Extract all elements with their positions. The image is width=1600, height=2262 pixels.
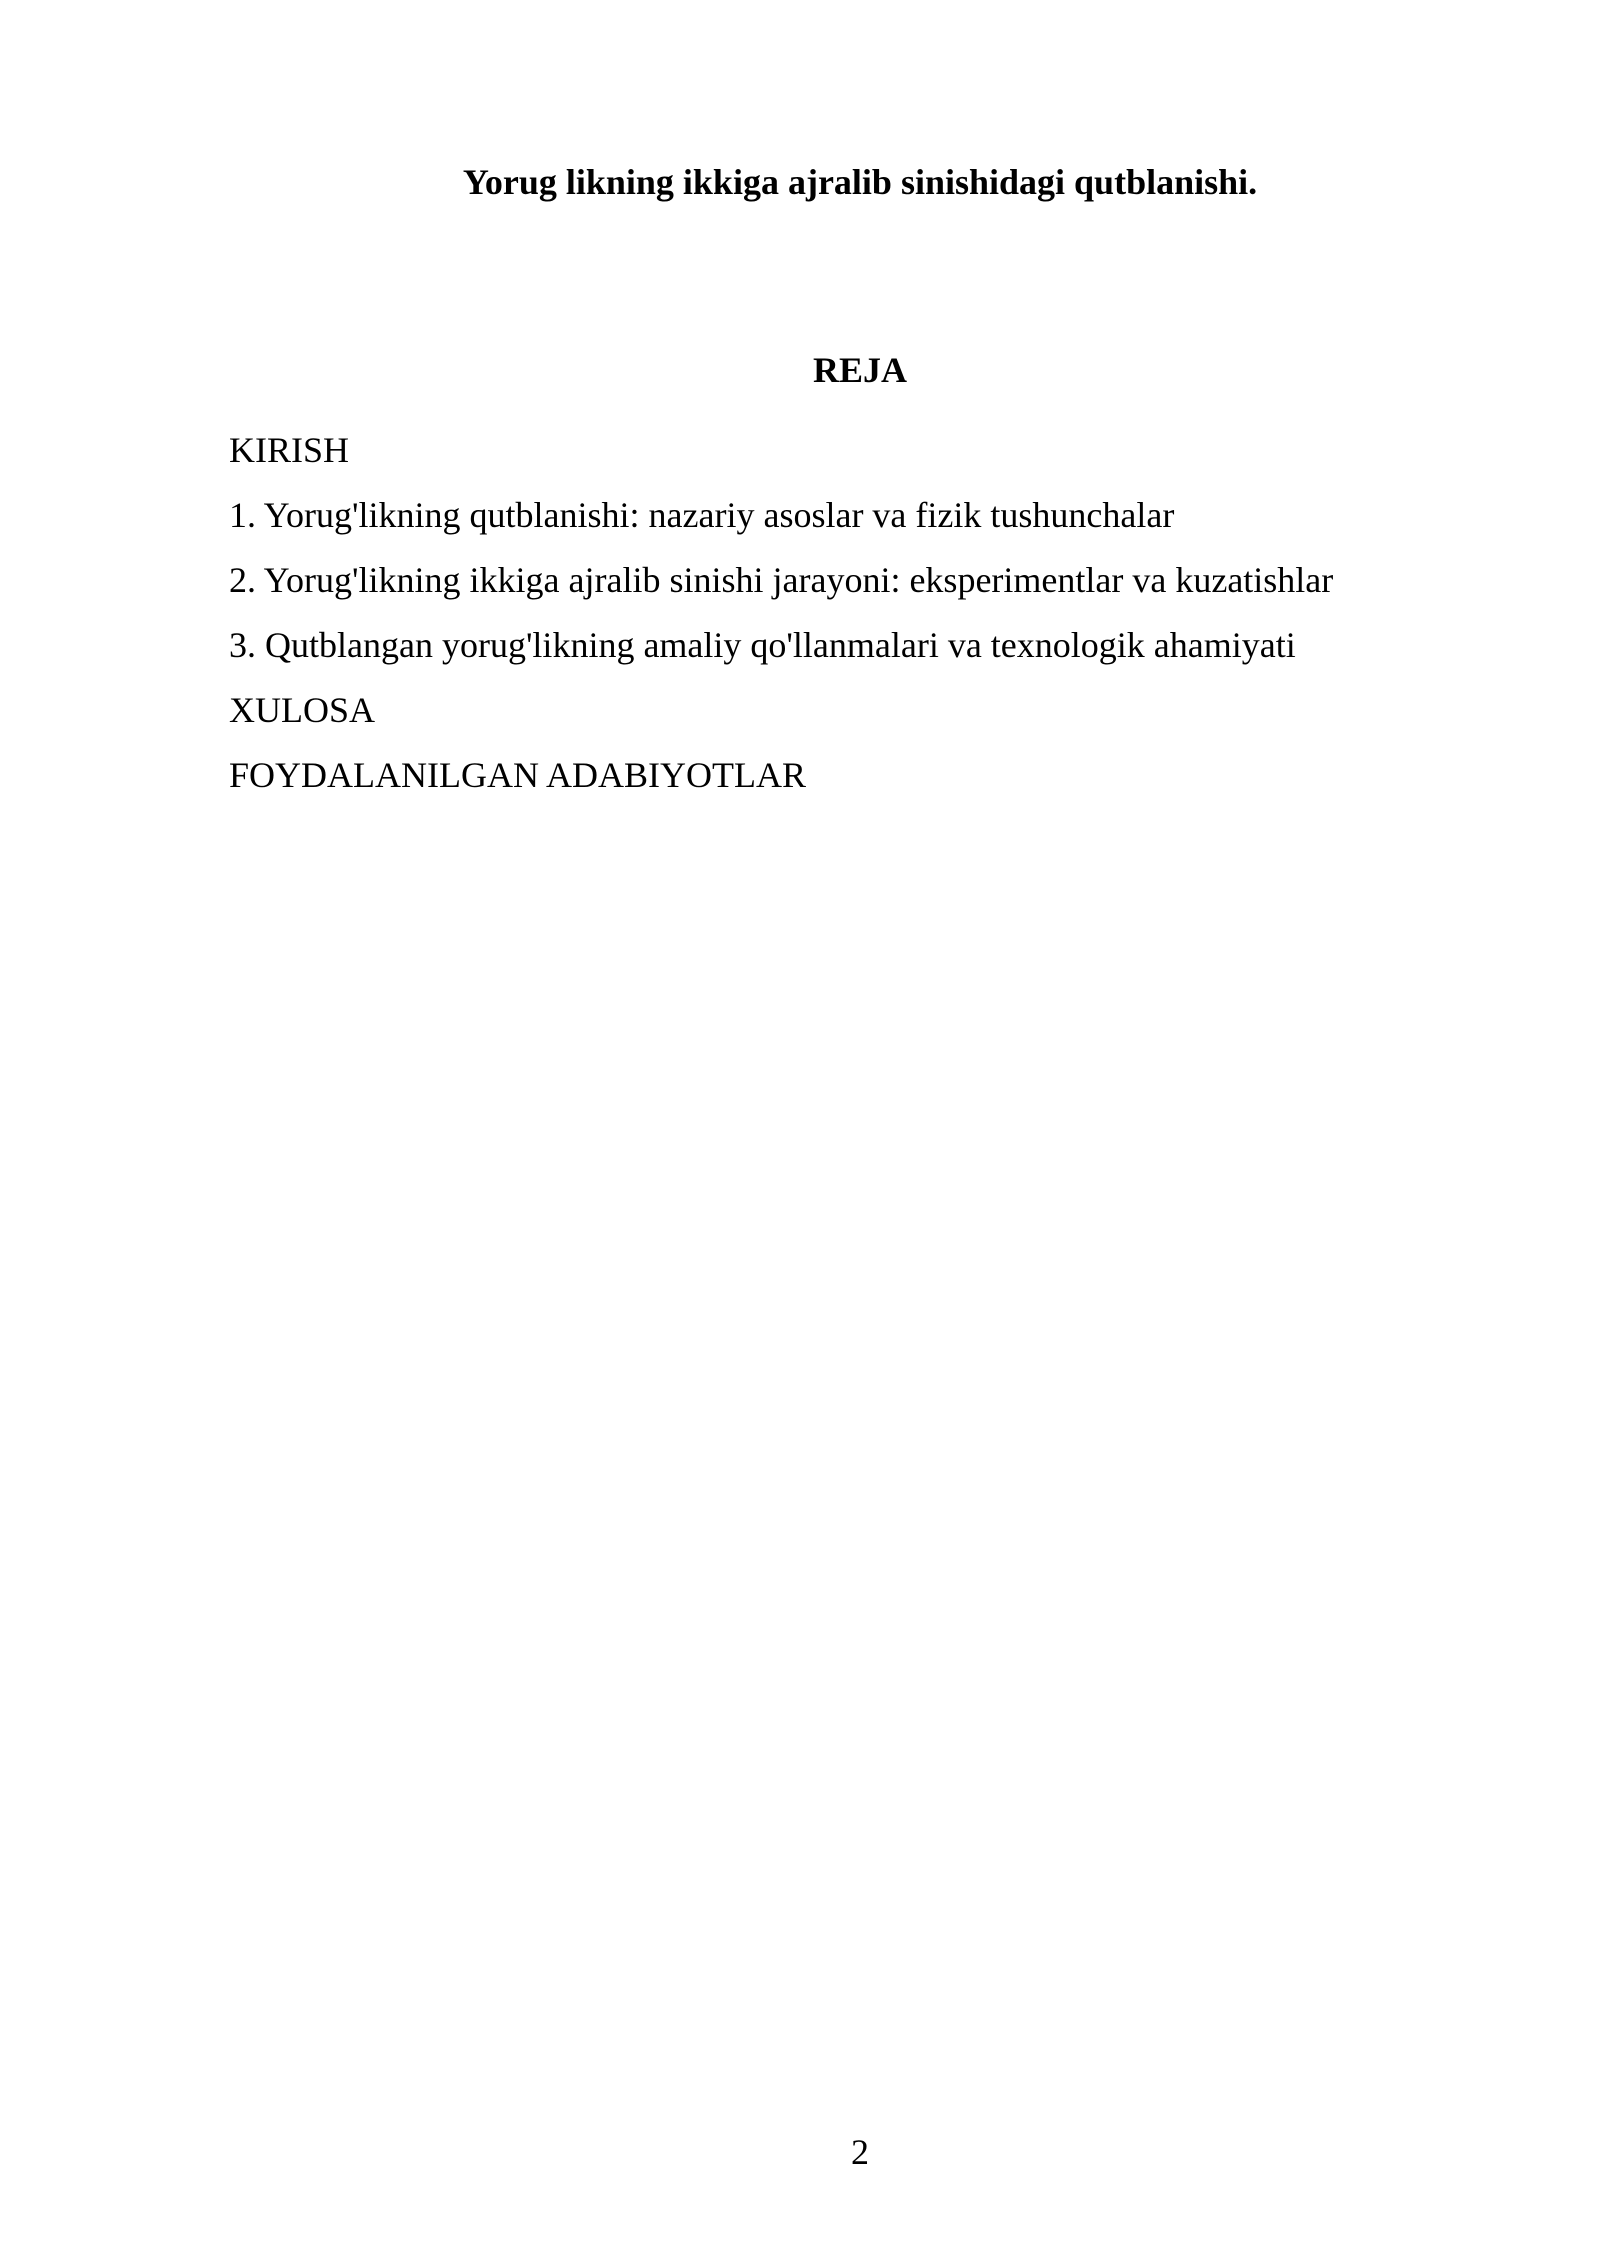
plan-item-references: FOYDALANILGAN ADABIYOTLAR (229, 755, 806, 795)
plan-item-1: 1. Yorug'likning qutblanishi: nazariy asoslar va fizik tushunchalar (229, 495, 1175, 535)
plan-item-2: 2. Yorug'likning ikkiga ajralib sinishi jarayoni: eksperimentlar va kuzatishlar (229, 560, 1334, 600)
page-number: 2 (851, 2132, 869, 2172)
plan-item-intro: KIRISH (229, 430, 350, 470)
plan-item-3: 3. Qutblangan yorug'likning amaliy qo'llanmalari va texnologik ahamiyati (229, 625, 1296, 665)
document-title: Yorug likning ikkiga ajralib sinishidagi qutblanishi. (462, 162, 1258, 202)
plan-item-conclusion: XULOSA (229, 690, 376, 730)
plan-list (229, 418, 1333, 808)
plan-heading: REJA (812, 350, 907, 390)
